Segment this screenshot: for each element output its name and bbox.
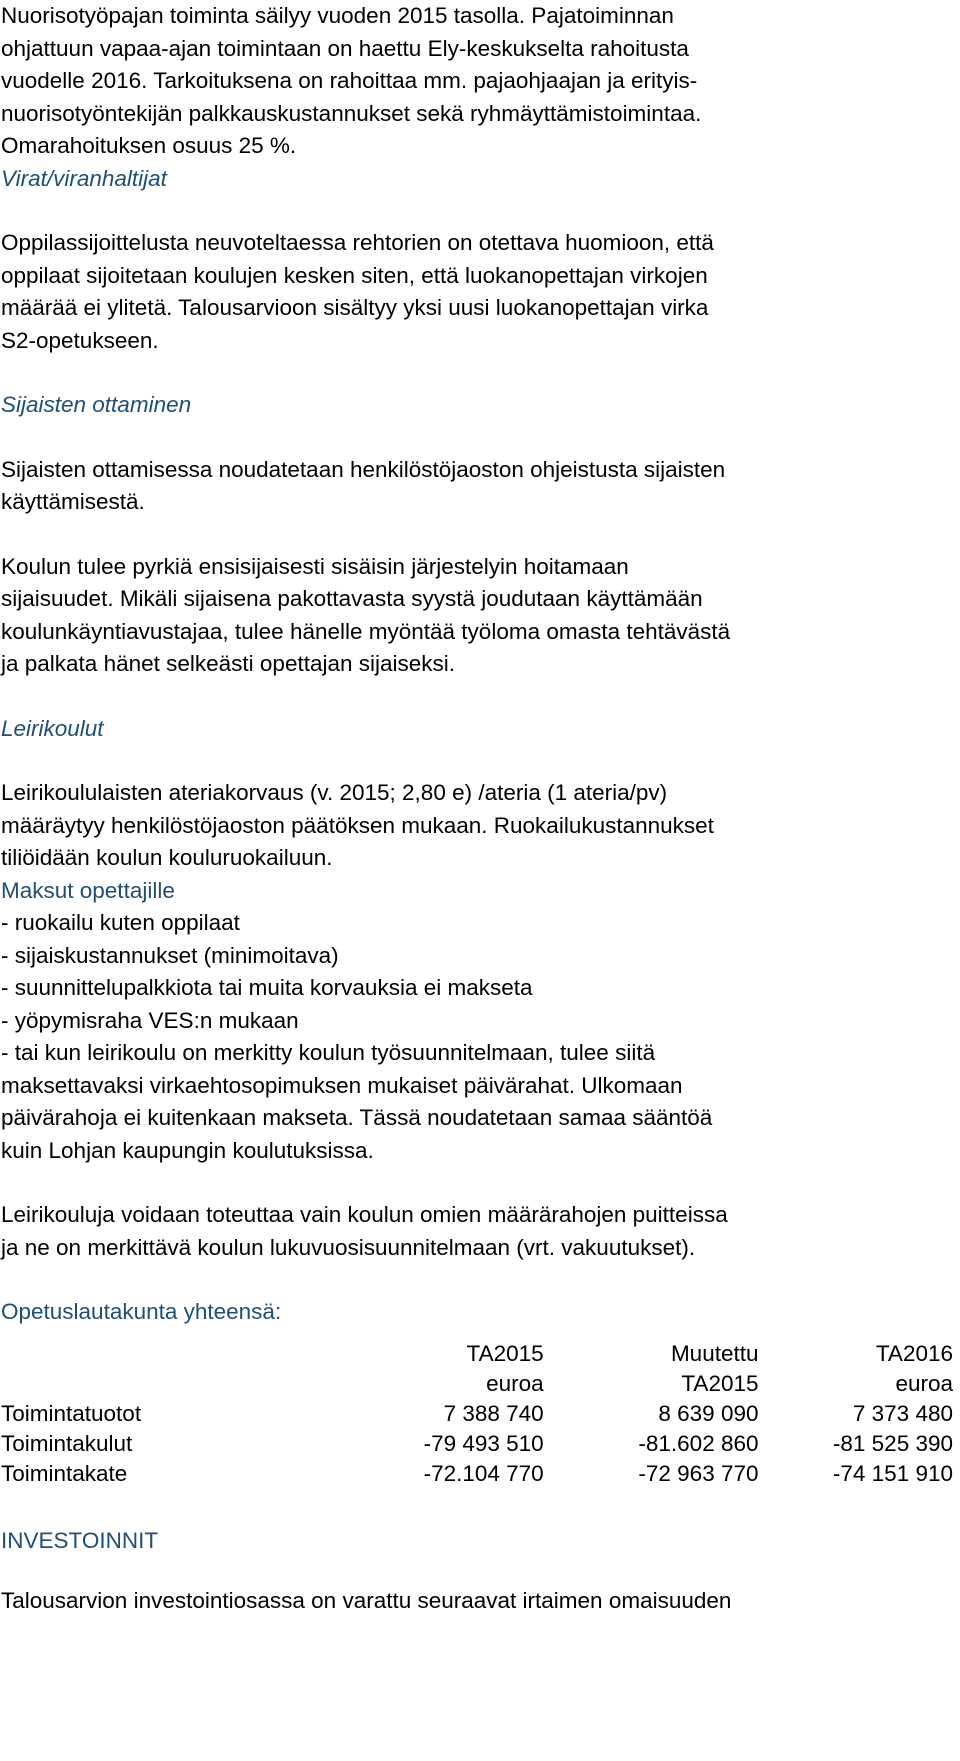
document-page <box>1 0 953 1618</box>
summary-heading: Opetuslautakunta yhteensä: <box>1 1299 282 1324</box>
list-item: - ruokailu kuten oppilaat <box>1 910 240 935</box>
table-cell: 7 388 740 <box>443 1400 544 1426</box>
table-header-row <box>1 1369 953 1399</box>
leirikoulut-paragraph-3 <box>1 1199 953 1264</box>
row-label: Toimintatuotot <box>1 1400 142 1426</box>
text-line: Oppilassijoittelusta neuvoteltaessa rehtorien on otettava huomioon, että <box>1 230 714 255</box>
text-line: määrää ei ylitetä. Talousarvioon sisältyy yksi uusi luokanopettajan virka <box>1 295 709 320</box>
table-row <box>1 1459 953 1489</box>
column-header: TA2016 <box>875 1340 953 1366</box>
text-line: päivärahoja ei kuitenkaan makseta. Tässä noudatetaan samaa sääntöä <box>1 1105 713 1130</box>
table-header-empty <box>1 1369 340 1399</box>
text-line: S2-opetukseen. <box>1 327 159 353</box>
row-label: Toimintakate <box>1 1460 128 1486</box>
text-line: ohjattuun vapaa-ajan toimintaan on haettu Ely-keskukselta rahoitusta <box>1 35 689 61</box>
text-line: Leirikoululaisten ateriakorvaus (v. 2015; 2,80 e) /ateria (1 ateria/pv) <box>1 780 668 805</box>
maksut-list <box>1 907 953 1070</box>
text-line: koulunkäyntiavustajaa, tulee hänelle myöntää työloma omasta tehtävästä <box>1 618 731 644</box>
list-item: - sijaiskustannukset (minimoitava) <box>1 942 339 968</box>
table-cell: 8 639 090 <box>658 1400 759 1426</box>
column-header: euroa <box>486 1370 544 1396</box>
text-line: Leirikouluja voidaan toteuttaa vain koulun omien määrärahojen puitteissa <box>1 1202 728 1227</box>
text-line: Koulun tulee pyrkiä ensisijaisesti sisäisin järjestelyin hoitamaan <box>1 553 629 579</box>
column-header: Muutettu <box>670 1340 759 1366</box>
text-line: Omarahoituksen osuus 25 %. <box>1 133 297 158</box>
table-cell: -74 151 910 <box>832 1460 953 1486</box>
sijaiset-paragraph-2 <box>1 551 953 681</box>
virat-paragraph <box>1 227 953 357</box>
text-line: Sijaisten ottamisessa noudatetaan henkilöstöjaoston ohjeistusta sijaisten <box>1 456 726 482</box>
text-line: maksettavaksi virkaehtosopimuksen mukaiset päivärahat. Ulkomaan <box>1 1072 683 1098</box>
intro-paragraph <box>1 0 953 163</box>
section-heading-leirikoulut: Leirikoulut <box>1 715 104 741</box>
text-line: tiliöidään koulun kouluruokailuun. <box>1 845 333 870</box>
leirikoulut-paragraph-1 <box>1 777 953 875</box>
table-cell: -72 963 770 <box>638 1460 759 1486</box>
text-line: oppilaat sijoitetaan koulujen kesken siten, että luokanopettajan virkojen <box>1 262 708 288</box>
list-item: - tai kun leirikoulu on merkitty koulun työsuunnitelmaan, tulee siitä <box>1 1040 656 1065</box>
column-header: TA2015 <box>466 1340 544 1366</box>
text-line: sijaisuudet. Mikäli sijaisena pakottavasta syystä joudutaan käyttämään <box>1 586 703 611</box>
table-cell: -81.602 860 <box>638 1430 759 1456</box>
maksut-continuation <box>1 1070 953 1168</box>
table-header-row <box>1 1339 953 1369</box>
maksut-heading: Maksut opettajille <box>1 877 175 903</box>
row-label: Toimintakulut <box>1 1430 133 1456</box>
list-item: - yöpymisraha VES:n mukaan <box>1 1007 299 1033</box>
table-cell: -81 525 390 <box>832 1430 953 1456</box>
text-line: vuodelle 2016. Tarkoituksena on rahoittaa mm. pajaohjaajan ja erityis- <box>1 68 698 93</box>
table-header-empty <box>1 1339 340 1369</box>
budget-table <box>1 1339 953 1489</box>
table-cell: -79 493 510 <box>423 1430 544 1456</box>
column-header: euroa <box>895 1370 953 1396</box>
section-heading-sijaiset: Sijaisten ottaminen <box>1 392 192 417</box>
text-line: nuorisotyöntekijän palkkauskustannukset sekä ryhmäyttämistoimintaa. <box>1 100 702 126</box>
text-line: määräytyy henkilöstöjaoston päätöksen mukaan. Ruokailukustannukset <box>1 812 714 838</box>
list-item: - suunnittelupalkkiota tai muita korvauksia ei makseta <box>1 975 533 1000</box>
table-cell: -72.104 770 <box>423 1460 544 1486</box>
text-line: Nuorisotyöpajan toiminta säilyy vuoden 2015 tasolla. Pajatoiminnan <box>1 3 674 28</box>
section-heading-virat: Virat/viranhaltijat <box>1 165 167 191</box>
sijaiset-paragraph-1 <box>1 454 953 519</box>
table-cell: 7 373 480 <box>852 1400 953 1426</box>
text-line: ja palkata hänet selkeästi opettajan sijaiseksi. <box>1 651 456 676</box>
text-line: kuin Lohjan kaupungin koulutuksissa. <box>1 1137 374 1163</box>
table-row <box>1 1399 953 1429</box>
text-line: käyttämisestä. <box>1 489 145 514</box>
column-header: TA2015 <box>681 1370 759 1396</box>
text-line: Talousarvion investointiosassa on varattu seuraavat irtaimen omaisuuden <box>1 1588 732 1613</box>
text-line: ja ne on merkittävä koulun lukuvuosisuunnitelmaan (vrt. vakuutukset). <box>1 1234 696 1260</box>
table-row <box>1 1429 953 1459</box>
investoinnit-heading: INVESTOINNIT <box>1 1527 159 1553</box>
